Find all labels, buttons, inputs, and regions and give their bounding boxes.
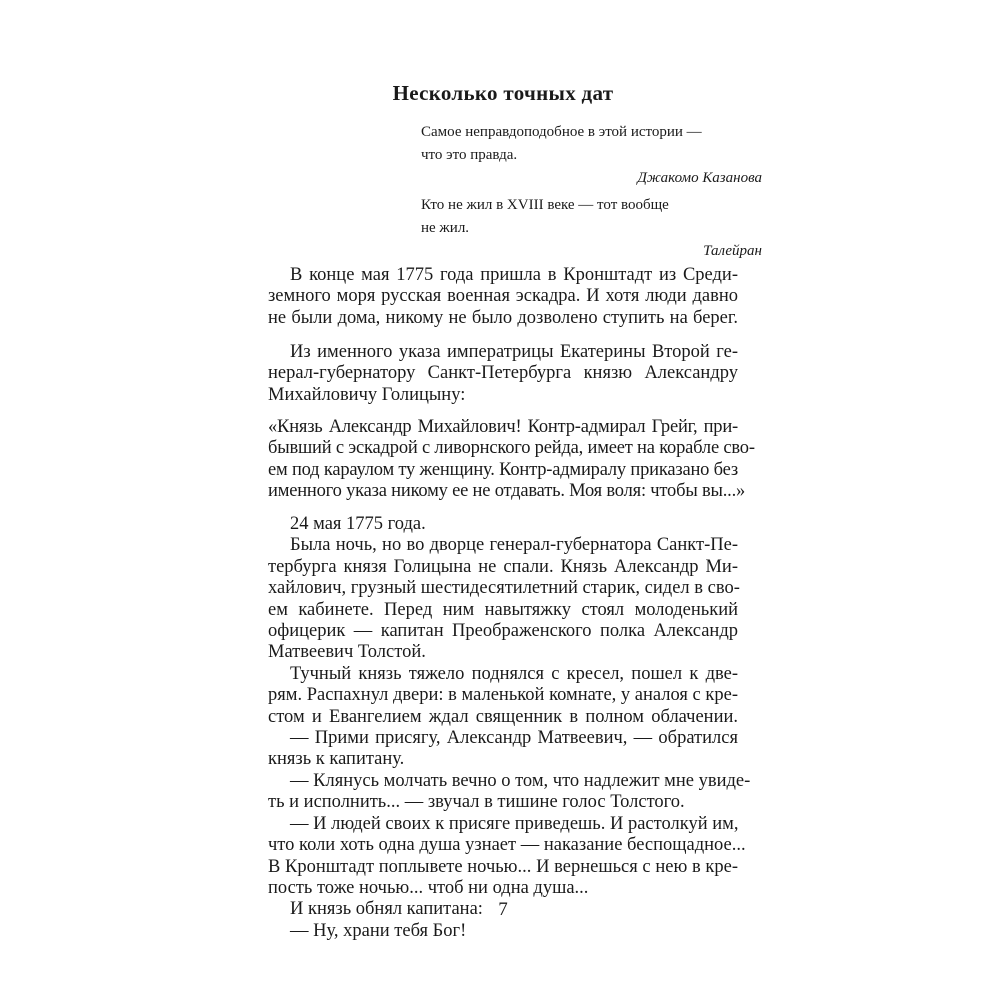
text-line: И князь обнял капитана: [290,899,483,920]
epigraph-line: Самое неправдоподобное в этой истории — [421,124,702,140]
quote-line: бывший с эскадрой с ливорнского рейда, имеет на корабле сво- [268,438,755,459]
text-line: стом и Евангелием ждал священник в полном облачении. [268,706,738,727]
text-line: хайлович, грузный шестидесятилетний старик, сидел в сво- [268,578,740,599]
text-line: Тучный князь тяжело поднялся с кресел, пошел к две- [290,663,738,684]
text-line: князь к капитану. [268,749,405,770]
dialogue-line: — И людей своих к присяге приведешь. И растолкуй им, [290,813,739,834]
text-line: В Кронштадт поплывете ночью... И вернешься с нею в кре- [268,856,738,877]
text-line: нерал-губернатору Санкт-Петербурга князю Александру [268,363,738,384]
text-line: В конце мая 1775 года пришла в Кронштадт из Среди- [290,265,738,285]
text-line: Была ночь, но во дворце генерал-губернатора Санкт-Пе- [290,535,738,556]
text-line: Матвеевич Толстой. [268,642,426,663]
paragraph-decree-intro [268,342,738,406]
dialogue-line: — Прими присягу, Александр Матвеевич, — обратился [290,728,738,749]
page-number: 7 [498,899,508,920]
text-line: Из именного указа императрицы Екатерины Второй ге- [290,342,738,362]
quote-line: именного указа никому ее не отдавать. Моя воля: чтобы вы...» [268,481,746,502]
text-line: офицерик — капитан Преображенского полка Александр [268,621,738,642]
decree-quote [268,417,755,503]
quote-line: «Князь Александр Михайлович! Контр-адмирал Грейг, при- [268,417,738,437]
paragraph-arrival [268,265,738,329]
text-line: земного моря русская военная эскадра. И хотя люди давно [268,286,738,307]
epigraph-casanova [421,121,762,190]
dialogue-line: — Ну, храни тебя Бог! [290,920,467,941]
text-line: тербурга князя Голицына не спали. Князь Александр Ми- [268,556,738,577]
text-line: ть и исполнить... — звучал в тишине голос Толстого. [268,792,685,813]
epigraph-author: Талейран [703,243,762,259]
epigraph-line: что это правда. [421,147,518,163]
text-line: не были дома, никому не было дозволено ступить на берег. [268,307,738,328]
chapter-title: Несколько точных дат [392,81,614,105]
epigraph-line: не жил. [421,220,470,236]
dialogue-line: — Клянусь молчать вечно о том, что надлежит мне увиде- [290,770,751,791]
story-body [268,514,751,942]
text-line: Михайловичу Голицыну: [268,384,466,405]
story-date-line: 24 мая 1775 года. [290,514,426,534]
epigraph-talleyrand [421,194,762,263]
text-line: рям. Распахнул двери: в маленькой комнате, у аналоя с кре- [268,685,738,706]
quote-line: ем под караулом ту женщину. Контр-адмиралу приказано без [268,459,738,480]
epigraph-line: Кто не жил в XVIII веке — тот вообще [421,197,669,213]
text-line: ем кабинете. Перед ним навытяжку стоял молоденький [268,599,738,620]
text-line: что коли хоть одна душа узнает — наказание беспощадное... [268,835,746,856]
text-line: пость тоже ночью... чтоб ни одна душа... [268,877,589,898]
epigraph-author: Джакомо Казанова [637,170,762,186]
